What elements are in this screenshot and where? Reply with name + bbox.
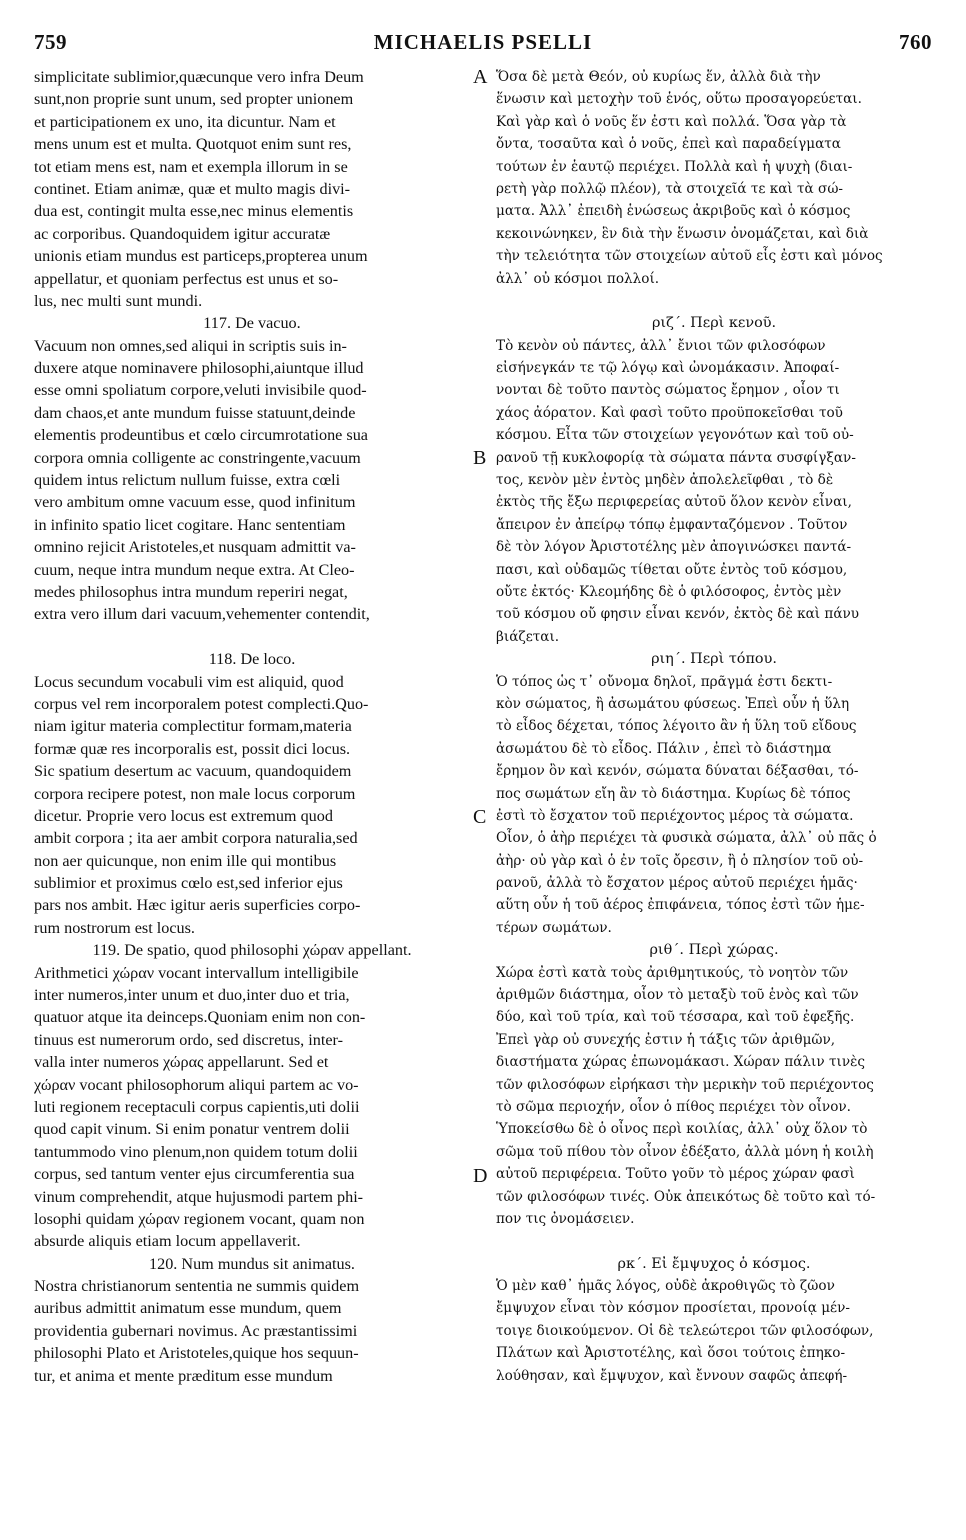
greek-text-line: αὕτη οὖν ἡ τοῦ ἀέρος ἐπιφάνεια, τόπος ἐστὶ τῶν ἡμε- xyxy=(496,897,865,914)
greek-text-line: ἔρημον ὂν καὶ κενόν, σώματα δύναται δέξασθαι, τό- xyxy=(496,763,859,780)
latin-text-line: mens unum est et multa. Quotquot enim sunt res, xyxy=(34,135,352,154)
latin-text-line: auribus admittit animatum esse mundum, quem xyxy=(34,1299,342,1318)
greek-text-line: τὴν τελειότητα τῶν στοιχείων αὐτοῦ εἷς ἐστι καὶ μόνος xyxy=(496,248,883,265)
section-marker-b: B xyxy=(473,447,487,469)
greek-text-line: πασι, καὶ οὐδαμῶς τίθεται οὔτε ἐντὸς τοῦ κόσμου, xyxy=(496,561,848,578)
greek-text-line: Πλάτων καὶ Ἀριστοτέλης, καὶ ὅσοι τούτοις ἐπηκο- xyxy=(496,1345,846,1362)
latin-text-line: corpora omnia colligente ac constringente,vacuum xyxy=(34,448,361,467)
latin-text-line: tantummodo vino plenum,non quidem totum dolii xyxy=(34,1142,358,1161)
latin-text-line: quatuor atque ita deinceps.Quoniam enim non con- xyxy=(34,1008,366,1027)
greek-text-line: χάος ἀόρατον. Καὶ φασὶ τοῦτο προϋποκεῖσθαι τοῦ xyxy=(496,404,843,421)
latin-column xyxy=(34,66,470,1534)
latin-text-line xyxy=(34,626,470,648)
latin-text-line: Arithmetici χώραν vocant intervallum intelligibile xyxy=(34,963,359,982)
right-page-number: 760 xyxy=(898,30,932,54)
greek-text-line: τος, κενὸν μὲν ἐντὸς μηδὲν ἀπολελεῖφθαι , τὸ δὲ xyxy=(496,472,834,489)
latin-text-line: lus, nec multi sunt mundi. xyxy=(34,291,203,310)
greek-text-line: τούτων ἐν ἑαυτῷ περιέχει. Πολλὰ καὶ ἡ ψυχὴ (διαι- xyxy=(496,158,853,175)
latin-text-line: absurde aliquis etiam locum appellaverit. xyxy=(34,1232,301,1251)
greek-text-line: τοῦ κόσμου οὔ φησιν εἶναι κενόν, ἐκτὸς δὲ καὶ πάνυ xyxy=(496,606,860,623)
latin-text-line: tur, et anima et mente præditum esse mundum xyxy=(34,1366,333,1385)
latin-text-line: appellatur, et quoniam perfectus est unus et so- xyxy=(34,269,339,288)
greek-text-line: Ἐπεὶ γὰρ οὐ συνεχής ἐστιν ἡ τάξις τῶν ἀριθμῶν, xyxy=(496,1031,836,1048)
greek-text-line: ριζ΄. Περὶ κενοῦ. xyxy=(651,315,777,332)
latin-text-line: unionis etiam mundus est particeps,propterea unum xyxy=(34,247,368,266)
latin-text-line: quidem intus relictum nullum fuisse, extra cœli xyxy=(34,471,341,490)
latin-text-line: dam chaos,et ante mundum fuisse statuunt,deinde xyxy=(34,403,356,422)
greek-text-line: διαστήματα χώρας ἐπωνομάκασι. Χώραν πάλιν τινὲς xyxy=(496,1054,865,1071)
greek-text-line: ρανοῦ τῇ κυκλοφορίᾳ τὰ σώματα πάντα συσφίγξαν- xyxy=(496,449,856,466)
greek-text-line xyxy=(496,290,932,312)
latin-text-line: sublimior et proximus cœlo est,sed inferior ejus xyxy=(34,874,343,893)
greek-text-line: ἀὴρ· οὐ γὰρ καὶ ὁ ἐν τοῖς ὄρεσιν, ἢ ὁ πλησίον τοῦ οὐ- xyxy=(496,852,864,869)
latin-text-line: Vacuum non omnes,sed aliqui in scriptis suis in- xyxy=(34,336,347,355)
latin-text-line: cuum, neque intra mundum neque extra. At Cleo- xyxy=(34,560,355,579)
greek-text-line: ριθ΄. Περὶ χώρας. xyxy=(649,942,779,959)
greek-text-line: σῶμα τοῦ πίθου τὸν οἶνον ἐδέξατο, ἀλλὰ μόνη ἡ κοιλὴ xyxy=(496,1143,874,1160)
section-marker-d: D xyxy=(473,1165,488,1187)
latin-text-line: χώραν vocant philosophorum aliqui partem ac vo- xyxy=(34,1075,359,1094)
greek-text-line: οὔτε ἐκτός· Κλεομήδης δὲ ὁ φιλόσοφος, ἐντὸς μὲν xyxy=(496,583,842,600)
latin-text-line: losophi quidam χώραν regionem vocant, quam non xyxy=(34,1209,365,1228)
latin-text-line: in infinito spatio licet cogitare. Hanc sententiam xyxy=(34,515,346,534)
greek-text-line: πος σωμάτων εἴη ἂν τὸ διάστημα. Κυρίως δὲ τόπος xyxy=(496,785,851,802)
greek-text-line: λούθησαν, καὶ ἔμψυχον, καὶ ἔννουν σαφῶς ἀπεφή- xyxy=(496,1367,848,1384)
latin-text-line: duxere atque nominavere philosophi,aiuntque illud xyxy=(34,359,364,378)
greek-text-line: ἔμψυχον εἶναι τὸν κόσμον προσίεται, προνοίᾳ μέν- xyxy=(496,1300,850,1317)
latin-text-line: extra vero illum dari vacuum,vehementer contendit, xyxy=(34,605,370,624)
greek-text-line: ἀσωμάτου δὲ τὸ εἶδος. Πάλιν , ἐπεὶ τὸ διάστημα xyxy=(496,740,832,757)
greek-text-line: Ὁ μὲν καθ᾽ ἡμᾶς λόγος, οὐδὲ ἀκροθιγῶς τὸ ζῶον xyxy=(496,1278,835,1295)
latin-text-line: elementis prodeuntibus et cœlo circumrotatione sua xyxy=(34,426,368,445)
greek-text-line: τῶν φιλοσόφων τινές. Οὐκ ἀπεικότως δὲ τοῦτο καὶ τό- xyxy=(496,1188,876,1205)
greek-text-line: τέρων σωμάτων. xyxy=(496,919,612,936)
greek-text-line: Ὁ τόπος ὡς τ᾽ οὔνομα δηλοῖ, πρᾶγμά ἐστι δεκτι- xyxy=(496,673,833,690)
latin-text-line: Locus secundum vocabuli vim est aliquid, quod xyxy=(34,672,344,691)
section-marker-c: C xyxy=(473,806,487,828)
latin-text-line: et participationem ex uno, ita dicuntur. Nam et xyxy=(34,112,336,131)
greek-text-line xyxy=(496,1230,932,1252)
greek-text-line: Οἷον, ὁ ἀὴρ περιέχει τὰ φυσικὰ σώματα, ἀλλ᾽ οὐ πᾶς ὁ xyxy=(496,830,877,847)
latin-text-line: medes philosophus intra mundum reperiri negat, xyxy=(34,582,348,601)
latin-text-line: dicetur. Proprie vero locus est extremum quod xyxy=(34,806,333,825)
latin-text-line: rum nostrorum est locus. xyxy=(34,918,195,937)
latin-text-line: corpora recipere potest, non male locus corporum xyxy=(34,784,356,803)
greek-text-line: κὸν σώματος, ἢ ἀσωμάτου φύσεως. Ἐπεὶ οὖν ἡ ὕλη xyxy=(496,695,850,712)
latin-text-line: 119. De spatio, quod philosophi χώραν appellant. xyxy=(92,941,412,960)
greek-text-line: ὄντα, τοσαῦτα καὶ ὁ νοῦς, ἐπεὶ καὶ παραδείγματα xyxy=(496,136,841,153)
greek-text-line: ἕνωσιν καὶ μετοχὴν τοῦ ἑνός, οὕτω προσαγορεύεται. xyxy=(496,91,862,108)
greek-text-line: κόσμου. Εἶτα τῶν στοιχείων γεγονότων καὶ τοῦ οὐ- xyxy=(496,427,854,444)
greek-text-line: ἀλλ᾽ οὐ κόσμοι πολλοί. xyxy=(496,270,660,287)
greek-text-line: δὲ τὸν λόγον Ἀριστοτέλης μὲν ἀπογινώσκει παντά- xyxy=(496,539,852,556)
latin-text-line: 120. Num mundus sit animatus. xyxy=(149,1254,355,1273)
greek-text-line: ἀριθμῶν διάστημα, οἷον τὸ μεταξὺ τοῦ ἑνὸς καὶ τῶν xyxy=(496,987,859,1004)
greek-text-line: ἐστὶ τὸ ἔσχατον τοῦ περιέχοντος μέρος τὰ σώματα. xyxy=(496,807,854,824)
latin-text-line: omnino rejicit Aristoteles,et nusquam admittit va- xyxy=(34,538,356,557)
greek-text-line: ἐκτὸς τῆς ἔξω περιφερείας αὐτοῦ ὅλον κενὸν εἶναι, xyxy=(496,494,852,511)
greek-text-line: τὸ εἶδος δέχεται, τόπος λέγοιτο ἂν ἡ ὕλη τοῦ εἴδους xyxy=(496,718,857,735)
latin-text-line: valla inter numeros χώρας appellarunt. Sed et xyxy=(34,1053,329,1072)
greek-text-line: ἄπειρον ἐν ἀπείρῳ τόπῳ ἐμφανταζόμενον . Τοῦτον xyxy=(496,516,848,533)
greek-text-line: τὸ σῶμα περιοχήν, οἷον ὁ πίθος περιέχει τὸν οἶνον. xyxy=(496,1098,851,1115)
latin-text-line: sunt,non proprie sunt unum, sed propter unionem xyxy=(34,90,354,109)
latin-text-line: non aer quicunque, non enim ille qui montibus xyxy=(34,851,337,870)
section-marker-a: A xyxy=(473,66,488,88)
latin-text-line: ac corporibus. Quandoquidem igitur accuratæ xyxy=(34,224,331,243)
greek-text-line: δύο, καὶ τοῦ τρία, καὶ τοῦ τέσσαρα, καὶ τοῦ ἐφεξῆς. xyxy=(496,1009,855,1026)
latin-text-line: Nostra christianorum sententia ne summis quidem xyxy=(34,1277,360,1296)
greek-text-line: βιάζεται. xyxy=(496,628,560,645)
greek-text-line: Ὅσα δὲ μετὰ Θεόν, οὐ κυρίως ἕν, ἀλλὰ διὰ τὴν xyxy=(496,69,821,85)
greek-text-line: ρκ΄. Εἰ ἔμψυχος ὁ κόσμος. xyxy=(617,1255,811,1272)
latin-text-line: 118. De loco. xyxy=(208,650,296,669)
greek-text-line: πον τις ὀνομάσειεν. xyxy=(496,1210,635,1227)
latin-text-line: vero ambitum omne vacuum esse, quod infinitum xyxy=(34,493,356,512)
greek-text-line: Τὸ κενὸν οὐ πάντες, ἀλλ᾽ ἔνιοι τῶν φιλοσόφων xyxy=(496,337,826,354)
latin-text-line: vinum comprehendit, atque hujusmodi partem phi- xyxy=(34,1187,364,1206)
running-title: MICHAELIS PSELLI xyxy=(373,30,593,54)
latin-text-line: Sic spatium desertum ac vacuum, quandoquidem xyxy=(34,762,352,781)
greek-text-line: Ὑποκείσθω δὲ ὁ οἶνος περὶ κοιλίας, ἀλλ᾽ οὐχ ὅλον τὸ xyxy=(496,1121,868,1138)
greek-text-line: τῶν φιλοσόφων εἰρήκασι τὴν μερικὴν τοῦ περιέχοντος xyxy=(496,1076,874,1093)
latin-text-line: inter numeros,inter unum et duo,inter duo et tria, xyxy=(34,986,350,1005)
latin-text-line: quod capit vinum. Si enim ponatur ventrem dolii xyxy=(34,1120,350,1139)
latin-text-line: continet. Etiam animæ, quæ et multo magis divi- xyxy=(34,179,351,198)
greek-text-line: νονται δὲ τοῦτο παντὸς σώματος ἔρημον , οἷον τι xyxy=(496,382,840,399)
latin-text-line: ambit corpora ; ita aer ambit corpora naturalia,sed xyxy=(34,829,358,848)
latin-text-line: corpus vel rem incorporalem potest complecti.Quo- xyxy=(34,694,369,713)
latin-text-line: dua est, contingit multa esse,nec minus elementis xyxy=(34,202,354,221)
running-header xyxy=(34,30,932,60)
greek-text-line: Καὶ γὰρ καὶ ὁ νοῦς ἕν ἐστι καὶ πολλά. Ὅσα γὰρ τὰ xyxy=(496,113,847,130)
latin-text-line: formæ quæ res incorporalis est, possit dici locus. xyxy=(34,739,351,758)
latin-text-line: pars nos ambit. Hæc igitur aeris superficies corpo- xyxy=(34,896,361,915)
left-page-number: 759 xyxy=(34,30,67,54)
greek-text-line: αὐτοῦ περιφέρεια. Τοῦτο γοῦν τὸ μέρος χώραν φασὶ xyxy=(496,1166,855,1183)
latin-text-line: tot etiam mens est, nam et exempla illorum in se xyxy=(34,157,348,176)
latin-text-line: simplicitate sublimior,quæcunque vero infra Deum xyxy=(34,68,364,86)
latin-text-line: corpus, sed tantum venter ejus circumferentia sua xyxy=(34,1165,355,1184)
greek-column xyxy=(496,66,932,1534)
greek-text-line: Χώρα ἐστὶ κατὰ τοὺς ἀριθμητικούς, τὸ νοητὸν τῶν xyxy=(496,964,849,981)
greek-text-line: ριη΄. Περὶ τόπου. xyxy=(651,651,777,668)
latin-text-line: 117. De vacuo. xyxy=(203,314,301,333)
greek-text-line: ρετὴ γὰρ πολλῷ πλέον), τὰ στοιχεῖά τε καὶ τὰ σώ- xyxy=(496,180,844,197)
greek-text-line: ματα. Ἀλλ᾽ ἐπειδὴ ἑνώσεως ἀκριβοῦς καὶ ὁ κόσμος xyxy=(496,203,851,220)
latin-text-line: providentia gubernari novimus. Ac præstantissimi xyxy=(34,1321,358,1340)
latin-text-line: philosophi Plato et Aristoteles,quique hos sequun- xyxy=(34,1344,359,1363)
latin-text-line: niam igitur materia complectitur formam,materia xyxy=(34,717,352,736)
latin-text-line: esse omni spoliatum corpore,veluti invisibile quod- xyxy=(34,381,367,400)
latin-text-line: luti regionem receptaculi corpus capientis,uti dolii xyxy=(34,1097,360,1116)
greek-text-line: εἰσήνεγκάν τε τῷ λόγῳ καὶ ὠνομάκασιν. Ἀποφαί- xyxy=(496,360,840,377)
greek-text-line: τοιγε διοικούμενον. Οἱ δὲ τελεώτεροι τῶν φιλοσόφων, xyxy=(496,1322,874,1339)
latin-text-line: tinuus est numerorum ordo, sed discretus, inter- xyxy=(34,1030,343,1049)
greek-text-line: κεκοινώνηκεν, ἓν διὰ τὴν ἕνωσιν ὀνομάζεται, καὶ διὰ xyxy=(496,225,869,242)
greek-text-line: ρανοῦ, ἀλλὰ τὸ ἔσχατον μέρος αὐτοῦ περιέχει ἡμᾶς· xyxy=(496,875,858,892)
